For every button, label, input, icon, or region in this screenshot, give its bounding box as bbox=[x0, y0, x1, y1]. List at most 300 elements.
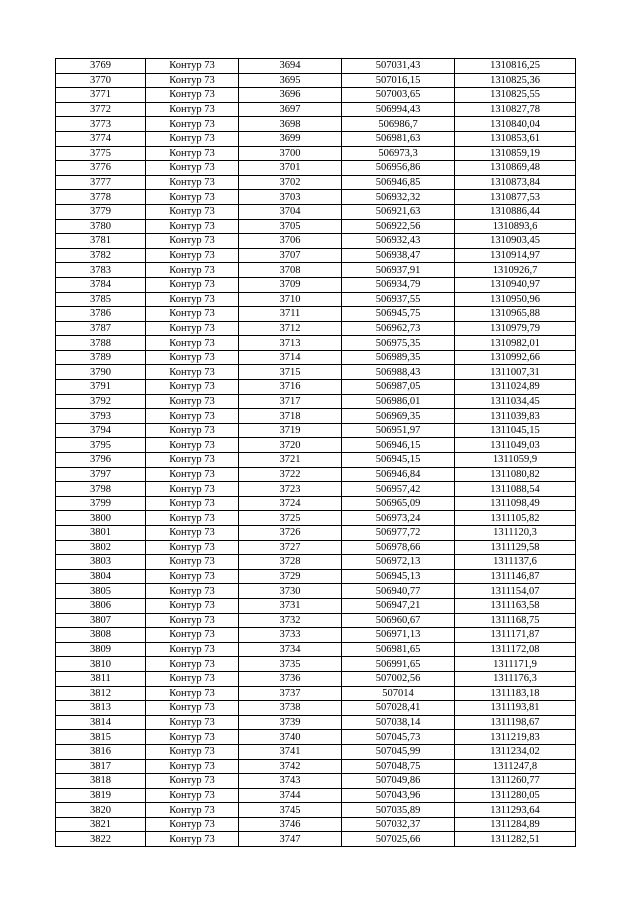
table-row bbox=[56, 657, 576, 672]
contour-name-cell: Контур 73 bbox=[146, 204, 239, 219]
y-coordinate-cell: 1311168,75 bbox=[455, 613, 576, 628]
contour-point-cell: 3733 bbox=[239, 628, 342, 643]
contour-point-cell: 3743 bbox=[239, 774, 342, 789]
table-row bbox=[56, 803, 576, 818]
x-coordinate-cell: 506951,97 bbox=[342, 423, 455, 438]
contour-point-cell: 3717 bbox=[239, 394, 342, 409]
contour-name-cell: Контур 73 bbox=[146, 365, 239, 380]
table-row bbox=[56, 540, 576, 555]
point-number-cell: 3774 bbox=[56, 131, 146, 146]
table-row bbox=[56, 671, 576, 686]
contour-point-cell: 3694 bbox=[239, 59, 342, 74]
contour-name-cell: Контур 73 bbox=[146, 234, 239, 249]
contour-point-cell: 3716 bbox=[239, 380, 342, 395]
table-row bbox=[56, 511, 576, 526]
contour-point-cell: 3708 bbox=[239, 263, 342, 278]
contour-name-cell: Контур 73 bbox=[146, 671, 239, 686]
x-coordinate-cell: 506986,01 bbox=[342, 394, 455, 409]
point-number-cell: 3821 bbox=[56, 817, 146, 832]
point-number-cell: 3798 bbox=[56, 482, 146, 497]
x-coordinate-cell: 506994,43 bbox=[342, 102, 455, 117]
table-row bbox=[56, 730, 576, 745]
table-row bbox=[56, 409, 576, 424]
contour-name-cell: Контур 73 bbox=[146, 613, 239, 628]
contour-point-cell: 3706 bbox=[239, 234, 342, 249]
point-number-cell: 3809 bbox=[56, 642, 146, 657]
contour-point-cell: 3715 bbox=[239, 365, 342, 380]
x-coordinate-cell: 506957,42 bbox=[342, 482, 455, 497]
contour-name-cell: Контур 73 bbox=[146, 307, 239, 322]
table-row bbox=[56, 263, 576, 278]
y-coordinate-cell: 1311193,81 bbox=[455, 701, 576, 716]
contour-point-cell: 3725 bbox=[239, 511, 342, 526]
contour-name-cell: Контур 73 bbox=[146, 117, 239, 132]
y-coordinate-cell: 1311088,54 bbox=[455, 482, 576, 497]
table-row bbox=[56, 701, 576, 716]
contour-point-cell: 3722 bbox=[239, 467, 342, 482]
point-number-cell: 3810 bbox=[56, 657, 146, 672]
contour-point-cell: 3701 bbox=[239, 161, 342, 176]
x-coordinate-cell: 506978,66 bbox=[342, 540, 455, 555]
contour-name-cell: Контур 73 bbox=[146, 380, 239, 395]
y-coordinate-cell: 1311219,83 bbox=[455, 730, 576, 745]
y-coordinate-cell: 1311183,18 bbox=[455, 686, 576, 701]
x-coordinate-cell: 507002,56 bbox=[342, 671, 455, 686]
point-number-cell: 3787 bbox=[56, 321, 146, 336]
point-number-cell: 3781 bbox=[56, 234, 146, 249]
contour-name-cell: Контур 73 bbox=[146, 350, 239, 365]
y-coordinate-cell: 1310940,97 bbox=[455, 277, 576, 292]
point-number-cell: 3788 bbox=[56, 336, 146, 351]
contour-point-cell: 3723 bbox=[239, 482, 342, 497]
table-row bbox=[56, 817, 576, 832]
contour-name-cell: Контур 73 bbox=[146, 190, 239, 205]
y-coordinate-cell: 1310825,55 bbox=[455, 88, 576, 103]
y-coordinate-cell: 1311059,9 bbox=[455, 453, 576, 468]
x-coordinate-cell: 506946,84 bbox=[342, 467, 455, 482]
y-coordinate-cell: 1310859,19 bbox=[455, 146, 576, 161]
contour-name-cell: Контур 73 bbox=[146, 453, 239, 468]
x-coordinate-cell: 506937,55 bbox=[342, 292, 455, 307]
point-number-cell: 3822 bbox=[56, 832, 146, 847]
x-coordinate-cell: 506945,15 bbox=[342, 453, 455, 468]
y-coordinate-cell: 1310816,25 bbox=[455, 59, 576, 74]
contour-point-cell: 3713 bbox=[239, 336, 342, 351]
table-row bbox=[56, 423, 576, 438]
y-coordinate-cell: 1311282,51 bbox=[455, 832, 576, 847]
y-coordinate-cell: 1311120,3 bbox=[455, 526, 576, 541]
contour-point-cell: 3729 bbox=[239, 569, 342, 584]
y-coordinate-cell: 1311154,07 bbox=[455, 584, 576, 599]
coordinates-table-body bbox=[56, 59, 576, 847]
contour-point-cell: 3710 bbox=[239, 292, 342, 307]
table-row bbox=[56, 117, 576, 132]
contour-name-cell: Контур 73 bbox=[146, 526, 239, 541]
table-row bbox=[56, 453, 576, 468]
contour-name-cell: Контур 73 bbox=[146, 598, 239, 613]
contour-point-cell: 3707 bbox=[239, 248, 342, 263]
contour-name-cell: Контур 73 bbox=[146, 219, 239, 234]
contour-name-cell: Контур 73 bbox=[146, 555, 239, 570]
y-coordinate-cell: 1311098,49 bbox=[455, 496, 576, 511]
table-row bbox=[56, 467, 576, 482]
contour-name-cell: Контур 73 bbox=[146, 73, 239, 88]
x-coordinate-cell: 507032,37 bbox=[342, 817, 455, 832]
contour-point-cell: 3712 bbox=[239, 321, 342, 336]
coordinates-table bbox=[55, 58, 576, 847]
contour-point-cell: 3741 bbox=[239, 744, 342, 759]
contour-point-cell: 3709 bbox=[239, 277, 342, 292]
table-row bbox=[56, 350, 576, 365]
y-coordinate-cell: 1311129,58 bbox=[455, 540, 576, 555]
x-coordinate-cell: 506977,72 bbox=[342, 526, 455, 541]
contour-name-cell: Контур 73 bbox=[146, 584, 239, 599]
contour-name-cell: Контур 73 bbox=[146, 540, 239, 555]
contour-name-cell: Контур 73 bbox=[146, 744, 239, 759]
contour-point-cell: 3727 bbox=[239, 540, 342, 555]
x-coordinate-cell: 506971,13 bbox=[342, 628, 455, 643]
y-coordinate-cell: 1311234,02 bbox=[455, 744, 576, 759]
point-number-cell: 3794 bbox=[56, 423, 146, 438]
x-coordinate-cell: 506988,43 bbox=[342, 365, 455, 380]
y-coordinate-cell: 1310827,78 bbox=[455, 102, 576, 117]
point-number-cell: 3812 bbox=[56, 686, 146, 701]
point-number-cell: 3799 bbox=[56, 496, 146, 511]
y-coordinate-cell: 1311280,05 bbox=[455, 788, 576, 803]
contour-point-cell: 3746 bbox=[239, 817, 342, 832]
contour-point-cell: 3734 bbox=[239, 642, 342, 657]
contour-point-cell: 3735 bbox=[239, 657, 342, 672]
contour-name-cell: Контур 73 bbox=[146, 321, 239, 336]
y-coordinate-cell: 1311146,87 bbox=[455, 569, 576, 584]
contour-name-cell: Контур 73 bbox=[146, 715, 239, 730]
x-coordinate-cell: 506956,86 bbox=[342, 161, 455, 176]
contour-point-cell: 3705 bbox=[239, 219, 342, 234]
contour-point-cell: 3695 bbox=[239, 73, 342, 88]
point-number-cell: 3786 bbox=[56, 307, 146, 322]
contour-name-cell: Контур 73 bbox=[146, 569, 239, 584]
table-row bbox=[56, 336, 576, 351]
point-number-cell: 3771 bbox=[56, 88, 146, 103]
x-coordinate-cell: 506945,13 bbox=[342, 569, 455, 584]
point-number-cell: 3801 bbox=[56, 526, 146, 541]
table-row bbox=[56, 642, 576, 657]
contour-name-cell: Контур 73 bbox=[146, 759, 239, 774]
y-coordinate-cell: 1311105,82 bbox=[455, 511, 576, 526]
x-coordinate-cell: 507045,73 bbox=[342, 730, 455, 745]
y-coordinate-cell: 1311137,6 bbox=[455, 555, 576, 570]
y-coordinate-cell: 1310853,61 bbox=[455, 131, 576, 146]
table-row bbox=[56, 774, 576, 789]
contour-name-cell: Контур 73 bbox=[146, 730, 239, 745]
contour-point-cell: 3738 bbox=[239, 701, 342, 716]
point-number-cell: 3802 bbox=[56, 540, 146, 555]
contour-point-cell: 3698 bbox=[239, 117, 342, 132]
y-coordinate-cell: 1311034,45 bbox=[455, 394, 576, 409]
contour-name-cell: Контур 73 bbox=[146, 482, 239, 497]
table-row bbox=[56, 526, 576, 541]
y-coordinate-cell: 1311080,82 bbox=[455, 467, 576, 482]
contour-name-cell: Контур 73 bbox=[146, 657, 239, 672]
contour-name-cell: Контур 73 bbox=[146, 277, 239, 292]
point-number-cell: 3772 bbox=[56, 102, 146, 117]
x-coordinate-cell: 506975,35 bbox=[342, 336, 455, 351]
y-coordinate-cell: 1310926,7 bbox=[455, 263, 576, 278]
contour-name-cell: Контур 73 bbox=[146, 496, 239, 511]
contour-name-cell: Контур 73 bbox=[146, 131, 239, 146]
contour-name-cell: Контур 73 bbox=[146, 423, 239, 438]
x-coordinate-cell: 506960,67 bbox=[342, 613, 455, 628]
x-coordinate-cell: 506932,32 bbox=[342, 190, 455, 205]
contour-name-cell: Контур 73 bbox=[146, 686, 239, 701]
contour-name-cell: Контур 73 bbox=[146, 59, 239, 74]
point-number-cell: 3797 bbox=[56, 467, 146, 482]
x-coordinate-cell: 506946,85 bbox=[342, 175, 455, 190]
table-row bbox=[56, 190, 576, 205]
point-number-cell: 3792 bbox=[56, 394, 146, 409]
y-coordinate-cell: 1310914,97 bbox=[455, 248, 576, 263]
contour-name-cell: Контур 73 bbox=[146, 803, 239, 818]
table-row bbox=[56, 131, 576, 146]
contour-name-cell: Контур 73 bbox=[146, 467, 239, 482]
contour-name-cell: Контур 73 bbox=[146, 409, 239, 424]
x-coordinate-cell: 507035,89 bbox=[342, 803, 455, 818]
contour-name-cell: Контур 73 bbox=[146, 263, 239, 278]
x-coordinate-cell: 506981,63 bbox=[342, 131, 455, 146]
contour-point-cell: 3704 bbox=[239, 204, 342, 219]
x-coordinate-cell: 506986,7 bbox=[342, 117, 455, 132]
contour-name-cell: Контур 73 bbox=[146, 788, 239, 803]
contour-point-cell: 3720 bbox=[239, 438, 342, 453]
point-number-cell: 3773 bbox=[56, 117, 146, 132]
point-number-cell: 3795 bbox=[56, 438, 146, 453]
table-row bbox=[56, 248, 576, 263]
contour-point-cell: 3736 bbox=[239, 671, 342, 686]
point-number-cell: 3782 bbox=[56, 248, 146, 263]
table-row bbox=[56, 613, 576, 628]
x-coordinate-cell: 506972,13 bbox=[342, 555, 455, 570]
x-coordinate-cell: 506962,73 bbox=[342, 321, 455, 336]
table-row bbox=[56, 496, 576, 511]
y-coordinate-cell: 1311163,58 bbox=[455, 598, 576, 613]
table-row bbox=[56, 102, 576, 117]
point-number-cell: 3808 bbox=[56, 628, 146, 643]
point-number-cell: 3779 bbox=[56, 204, 146, 219]
contour-name-cell: Контур 73 bbox=[146, 146, 239, 161]
y-coordinate-cell: 1310869,48 bbox=[455, 161, 576, 176]
point-number-cell: 3769 bbox=[56, 59, 146, 74]
y-coordinate-cell: 1311198,67 bbox=[455, 715, 576, 730]
point-number-cell: 3783 bbox=[56, 263, 146, 278]
contour-point-cell: 3731 bbox=[239, 598, 342, 613]
point-number-cell: 3785 bbox=[56, 292, 146, 307]
x-coordinate-cell: 507038,14 bbox=[342, 715, 455, 730]
x-coordinate-cell: 506947,21 bbox=[342, 598, 455, 613]
point-number-cell: 3775 bbox=[56, 146, 146, 161]
point-number-cell: 3813 bbox=[56, 701, 146, 716]
contour-point-cell: 3696 bbox=[239, 88, 342, 103]
point-number-cell: 3770 bbox=[56, 73, 146, 88]
y-coordinate-cell: 1311024,89 bbox=[455, 380, 576, 395]
y-coordinate-cell: 1311172,08 bbox=[455, 642, 576, 657]
point-number-cell: 3814 bbox=[56, 715, 146, 730]
contour-point-cell: 3721 bbox=[239, 453, 342, 468]
table-row bbox=[56, 788, 576, 803]
table-row bbox=[56, 73, 576, 88]
y-coordinate-cell: 1311049,03 bbox=[455, 438, 576, 453]
table-row bbox=[56, 146, 576, 161]
point-number-cell: 3805 bbox=[56, 584, 146, 599]
table-row bbox=[56, 219, 576, 234]
y-coordinate-cell: 1310950,96 bbox=[455, 292, 576, 307]
x-coordinate-cell: 506969,35 bbox=[342, 409, 455, 424]
contour-point-cell: 3724 bbox=[239, 496, 342, 511]
table-row bbox=[56, 292, 576, 307]
x-coordinate-cell: 506940,77 bbox=[342, 584, 455, 599]
x-coordinate-cell: 507031,43 bbox=[342, 59, 455, 74]
x-coordinate-cell: 506946,15 bbox=[342, 438, 455, 453]
table-row bbox=[56, 686, 576, 701]
x-coordinate-cell: 507045,99 bbox=[342, 744, 455, 759]
x-coordinate-cell: 506932,43 bbox=[342, 234, 455, 249]
table-row bbox=[56, 307, 576, 322]
contour-name-cell: Контур 73 bbox=[146, 438, 239, 453]
point-number-cell: 3820 bbox=[56, 803, 146, 818]
contour-point-cell: 3719 bbox=[239, 423, 342, 438]
contour-point-cell: 3737 bbox=[239, 686, 342, 701]
y-coordinate-cell: 1311171,87 bbox=[455, 628, 576, 643]
y-coordinate-cell: 1310873,84 bbox=[455, 175, 576, 190]
table-row bbox=[56, 555, 576, 570]
y-coordinate-cell: 1310965,88 bbox=[455, 307, 576, 322]
point-number-cell: 3791 bbox=[56, 380, 146, 395]
y-coordinate-cell: 1311171,9 bbox=[455, 657, 576, 672]
point-number-cell: 3811 bbox=[56, 671, 146, 686]
contour-name-cell: Контур 73 bbox=[146, 88, 239, 103]
y-coordinate-cell: 1310886,44 bbox=[455, 204, 576, 219]
contour-name-cell: Контур 73 bbox=[146, 832, 239, 847]
x-coordinate-cell: 506973,24 bbox=[342, 511, 455, 526]
contour-name-cell: Контур 73 bbox=[146, 102, 239, 117]
contour-name-cell: Контур 73 bbox=[146, 642, 239, 657]
y-coordinate-cell: 1311045,15 bbox=[455, 423, 576, 438]
contour-point-cell: 3699 bbox=[239, 131, 342, 146]
x-coordinate-cell: 506934,79 bbox=[342, 277, 455, 292]
contour-name-cell: Контур 73 bbox=[146, 628, 239, 643]
y-coordinate-cell: 1311260,77 bbox=[455, 774, 576, 789]
contour-point-cell: 3702 bbox=[239, 175, 342, 190]
contour-point-cell: 3697 bbox=[239, 102, 342, 117]
contour-name-cell: Контур 73 bbox=[146, 774, 239, 789]
table-row bbox=[56, 59, 576, 74]
contour-name-cell: Контур 73 bbox=[146, 175, 239, 190]
contour-point-cell: 3742 bbox=[239, 759, 342, 774]
y-coordinate-cell: 1310893,6 bbox=[455, 219, 576, 234]
y-coordinate-cell: 1310982,01 bbox=[455, 336, 576, 351]
y-coordinate-cell: 1311176,3 bbox=[455, 671, 576, 686]
contour-name-cell: Контур 73 bbox=[146, 336, 239, 351]
point-number-cell: 3803 bbox=[56, 555, 146, 570]
contour-point-cell: 3714 bbox=[239, 350, 342, 365]
contour-point-cell: 3730 bbox=[239, 584, 342, 599]
point-number-cell: 3780 bbox=[56, 219, 146, 234]
x-coordinate-cell: 507048,75 bbox=[342, 759, 455, 774]
point-number-cell: 3784 bbox=[56, 277, 146, 292]
point-number-cell: 3816 bbox=[56, 744, 146, 759]
contour-point-cell: 3739 bbox=[239, 715, 342, 730]
x-coordinate-cell: 507043,96 bbox=[342, 788, 455, 803]
table-row bbox=[56, 569, 576, 584]
contour-name-cell: Контур 73 bbox=[146, 248, 239, 263]
table-row bbox=[56, 832, 576, 847]
table-row bbox=[56, 88, 576, 103]
point-number-cell: 3806 bbox=[56, 598, 146, 613]
point-number-cell: 3776 bbox=[56, 161, 146, 176]
table-row bbox=[56, 482, 576, 497]
table-row bbox=[56, 277, 576, 292]
table-row bbox=[56, 759, 576, 774]
x-coordinate-cell: 507028,41 bbox=[342, 701, 455, 716]
table-row bbox=[56, 365, 576, 380]
x-coordinate-cell: 507025,66 bbox=[342, 832, 455, 847]
table-row bbox=[56, 744, 576, 759]
point-number-cell: 3796 bbox=[56, 453, 146, 468]
y-coordinate-cell: 1310840,04 bbox=[455, 117, 576, 132]
x-coordinate-cell: 506938,47 bbox=[342, 248, 455, 263]
contour-point-cell: 3747 bbox=[239, 832, 342, 847]
x-coordinate-cell: 506965,09 bbox=[342, 496, 455, 511]
x-coordinate-cell: 507003,65 bbox=[342, 88, 455, 103]
x-coordinate-cell: 506921,63 bbox=[342, 204, 455, 219]
y-coordinate-cell: 1311284,89 bbox=[455, 817, 576, 832]
point-number-cell: 3818 bbox=[56, 774, 146, 789]
y-coordinate-cell: 1311007,31 bbox=[455, 365, 576, 380]
y-coordinate-cell: 1310992,66 bbox=[455, 350, 576, 365]
contour-point-cell: 3744 bbox=[239, 788, 342, 803]
table-row bbox=[56, 175, 576, 190]
x-coordinate-cell: 507014 bbox=[342, 686, 455, 701]
contour-point-cell: 3703 bbox=[239, 190, 342, 205]
x-coordinate-cell: 506973,3 bbox=[342, 146, 455, 161]
contour-name-cell: Контур 73 bbox=[146, 511, 239, 526]
contour-name-cell: Контур 73 bbox=[146, 161, 239, 176]
point-number-cell: 3789 bbox=[56, 350, 146, 365]
point-number-cell: 3817 bbox=[56, 759, 146, 774]
x-coordinate-cell: 506981,65 bbox=[342, 642, 455, 657]
table-row bbox=[56, 380, 576, 395]
x-coordinate-cell: 506987,05 bbox=[342, 380, 455, 395]
table-row bbox=[56, 438, 576, 453]
contour-point-cell: 3732 bbox=[239, 613, 342, 628]
table-row bbox=[56, 234, 576, 249]
table-row bbox=[56, 584, 576, 599]
contour-point-cell: 3718 bbox=[239, 409, 342, 424]
y-coordinate-cell: 1310825,36 bbox=[455, 73, 576, 88]
y-coordinate-cell: 1311039,83 bbox=[455, 409, 576, 424]
y-coordinate-cell: 1310979,79 bbox=[455, 321, 576, 336]
table-row bbox=[56, 715, 576, 730]
point-number-cell: 3807 bbox=[56, 613, 146, 628]
point-number-cell: 3815 bbox=[56, 730, 146, 745]
table-row bbox=[56, 394, 576, 409]
point-number-cell: 3778 bbox=[56, 190, 146, 205]
contour-point-cell: 3740 bbox=[239, 730, 342, 745]
contour-name-cell: Контур 73 bbox=[146, 292, 239, 307]
contour-point-cell: 3726 bbox=[239, 526, 342, 541]
table-row bbox=[56, 598, 576, 613]
point-number-cell: 3800 bbox=[56, 511, 146, 526]
point-number-cell: 3793 bbox=[56, 409, 146, 424]
